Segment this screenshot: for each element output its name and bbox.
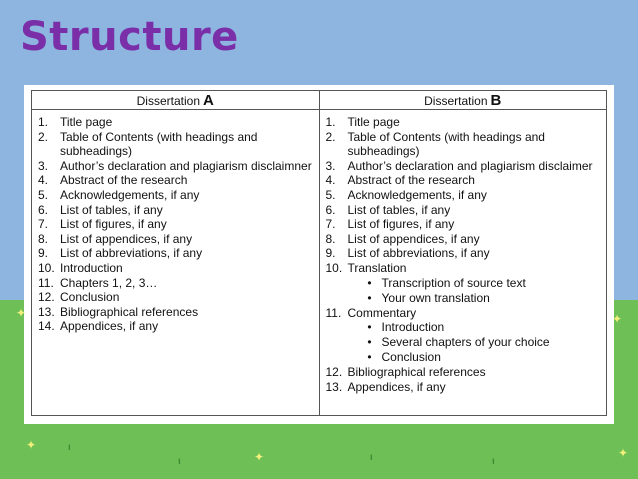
item-text: List of appendices, if any (60, 231, 193, 246)
item-text: Table of Contents (with headings and subheadings) (60, 129, 258, 159)
bullet-icon: • (367, 320, 372, 335)
list-item (38, 188, 315, 203)
sub-list-item (358, 276, 603, 291)
item-text: Translation (347, 260, 407, 275)
item-body (60, 319, 315, 334)
item-body (60, 261, 315, 276)
list-item (326, 173, 603, 188)
item-body (60, 232, 315, 247)
sub-list (348, 276, 603, 306)
item-text: Bibliographical references (347, 365, 486, 380)
list-item (38, 290, 315, 305)
item-body (60, 159, 315, 174)
list-item (326, 365, 603, 380)
item-number: 5. (325, 187, 336, 202)
item-number: 1. (325, 115, 336, 129)
item-text: List of tables, if any (347, 202, 451, 217)
comparison-table (31, 90, 607, 416)
table-header-row (32, 91, 607, 110)
item-number: 4. (325, 173, 336, 188)
item-text: Introduction (60, 260, 123, 275)
item-number: 11. (38, 275, 54, 290)
column-heading-b (319, 91, 607, 110)
item-text: Conclusion (60, 290, 120, 305)
item-number: 10. (38, 260, 55, 275)
table-body-row (32, 110, 607, 416)
item-text: Appendices, if any (347, 379, 446, 394)
flower-icon: ✦ (26, 438, 37, 452)
list-item (326, 115, 603, 130)
list-item (326, 232, 603, 247)
comparison-panel (24, 85, 614, 424)
item-number: 3. (38, 158, 49, 173)
item-text: List of abbreviations, if any (60, 246, 203, 261)
item-number: 2. (38, 129, 49, 144)
item-body (60, 130, 315, 159)
item-text: Title page (60, 115, 113, 129)
bullet-icon: • (367, 275, 372, 290)
item-body (60, 276, 315, 291)
item-text: Title page (347, 115, 400, 129)
list-item (326, 380, 603, 395)
flower-icon: ✦ (16, 306, 27, 320)
item-body (60, 217, 315, 232)
item-text: List of figures, if any (347, 217, 455, 232)
list-item (38, 319, 315, 334)
item-number: 7. (325, 217, 336, 232)
list-item (38, 261, 315, 276)
flower-icon: ✦ (618, 446, 629, 460)
list-item (38, 232, 315, 247)
item-text: List of abbreviations, if any (347, 246, 490, 261)
item-number: 5. (38, 187, 49, 202)
item-body (348, 130, 603, 159)
list-item (38, 115, 315, 130)
slide-title: Structure (20, 14, 239, 60)
item-body (348, 115, 603, 130)
sub-list-item (358, 350, 603, 365)
item-body (348, 159, 603, 174)
grass-tuft-icon: ιιι (370, 452, 371, 463)
list-item (38, 173, 315, 188)
item-body (348, 261, 603, 306)
grass-tuft-icon: ιιι (492, 456, 493, 467)
column-b-list (320, 110, 607, 394)
bullet-icon: • (367, 290, 372, 305)
item-body (60, 188, 315, 203)
item-text: Author’s declaration and plagiarism disclaimner (60, 158, 312, 173)
column-a-list (32, 110, 319, 334)
column-heading-letter: A (203, 91, 214, 109)
item-body (348, 203, 603, 218)
list-item (38, 217, 315, 232)
item-text: List of tables, if any (60, 202, 163, 217)
item-body (348, 246, 603, 261)
item-body (348, 380, 603, 395)
item-body (60, 203, 315, 218)
item-text: Abstract of the research (60, 173, 188, 188)
item-number: 14. (38, 319, 55, 334)
flower-icon: ✦ (254, 450, 265, 464)
item-number: 6. (38, 202, 49, 217)
item-text: Appendices, if any (60, 319, 159, 334)
list-item (326, 306, 603, 366)
item-number: 10. (325, 260, 343, 275)
sub-item-text: Introduction (381, 320, 445, 335)
item-text: Acknowledgements, if any (347, 187, 487, 202)
list-item (326, 261, 603, 306)
item-body (60, 173, 315, 188)
item-text: Abstract of the research (347, 173, 475, 188)
item-text: Table of Contents (with headings and subheadings) (347, 129, 545, 159)
item-body (60, 305, 315, 320)
column-b-cell (319, 110, 607, 416)
sub-list-item (358, 335, 603, 350)
item-body (348, 188, 603, 203)
grass-tuft-icon: ιιι (178, 456, 179, 467)
bullet-icon: • (367, 350, 372, 365)
column-heading-text: Dissertation (136, 93, 200, 108)
list-item (326, 246, 603, 261)
item-body (348, 173, 603, 188)
list-item (38, 159, 315, 174)
item-number: 9. (38, 246, 49, 261)
item-body (60, 115, 315, 130)
item-number: 4. (38, 173, 49, 188)
item-number: 3. (325, 158, 336, 173)
item-number: 13. (325, 379, 343, 394)
item-text: Author’s declaration and plagiarism disclaimer (347, 158, 593, 173)
item-number: 8. (38, 231, 49, 246)
sub-item-text: Transcription of source text (381, 275, 526, 290)
sub-list-item (358, 291, 603, 306)
item-body (60, 290, 315, 305)
item-text: Bibliographical references (60, 304, 199, 319)
list-item (38, 130, 315, 159)
item-number: 12. (38, 290, 55, 305)
item-body (348, 365, 603, 380)
sub-list (348, 320, 603, 365)
item-number: 6. (325, 202, 336, 217)
list-item (38, 305, 315, 320)
item-number: 12. (325, 365, 343, 380)
item-body (348, 306, 603, 366)
item-number: 1. (38, 115, 49, 129)
list-item (326, 188, 603, 203)
item-body (348, 217, 603, 232)
list-item (326, 217, 603, 232)
list-item (38, 246, 315, 261)
sub-list-item (358, 320, 603, 335)
item-number: 9. (325, 246, 336, 261)
list-item (38, 203, 315, 218)
column-heading-letter: B (490, 91, 502, 109)
item-number: 2. (325, 129, 336, 144)
item-number: 13. (38, 304, 55, 319)
list-item (326, 130, 603, 159)
sub-item-text: Your own translation (381, 290, 490, 305)
item-body (60, 246, 315, 261)
list-item (326, 159, 603, 174)
bullet-icon: • (367, 335, 372, 350)
column-a-cell (32, 110, 320, 416)
item-text: List of appendices, if any (347, 231, 480, 246)
sub-item-text: Conclusion (381, 350, 441, 365)
list-item (38, 276, 315, 291)
sub-item-text: Several chapters of your choice (381, 335, 550, 350)
item-text: Commentary (347, 305, 417, 320)
column-heading-text: Dissertation (424, 93, 488, 108)
item-text: Acknowledgements, if any (60, 187, 200, 202)
list-item (326, 203, 603, 218)
item-body (348, 232, 603, 247)
item-number: 7. (38, 217, 49, 232)
flower-icon: ✦ (612, 312, 623, 326)
grass-tuft-icon: ιιι (68, 442, 69, 453)
item-number: 11. (325, 305, 342, 320)
item-text: List of figures, if any (60, 217, 167, 232)
item-text: Chapters 1, 2, 3… (60, 275, 158, 290)
item-number: 8. (325, 231, 336, 246)
column-heading-a (32, 91, 320, 110)
